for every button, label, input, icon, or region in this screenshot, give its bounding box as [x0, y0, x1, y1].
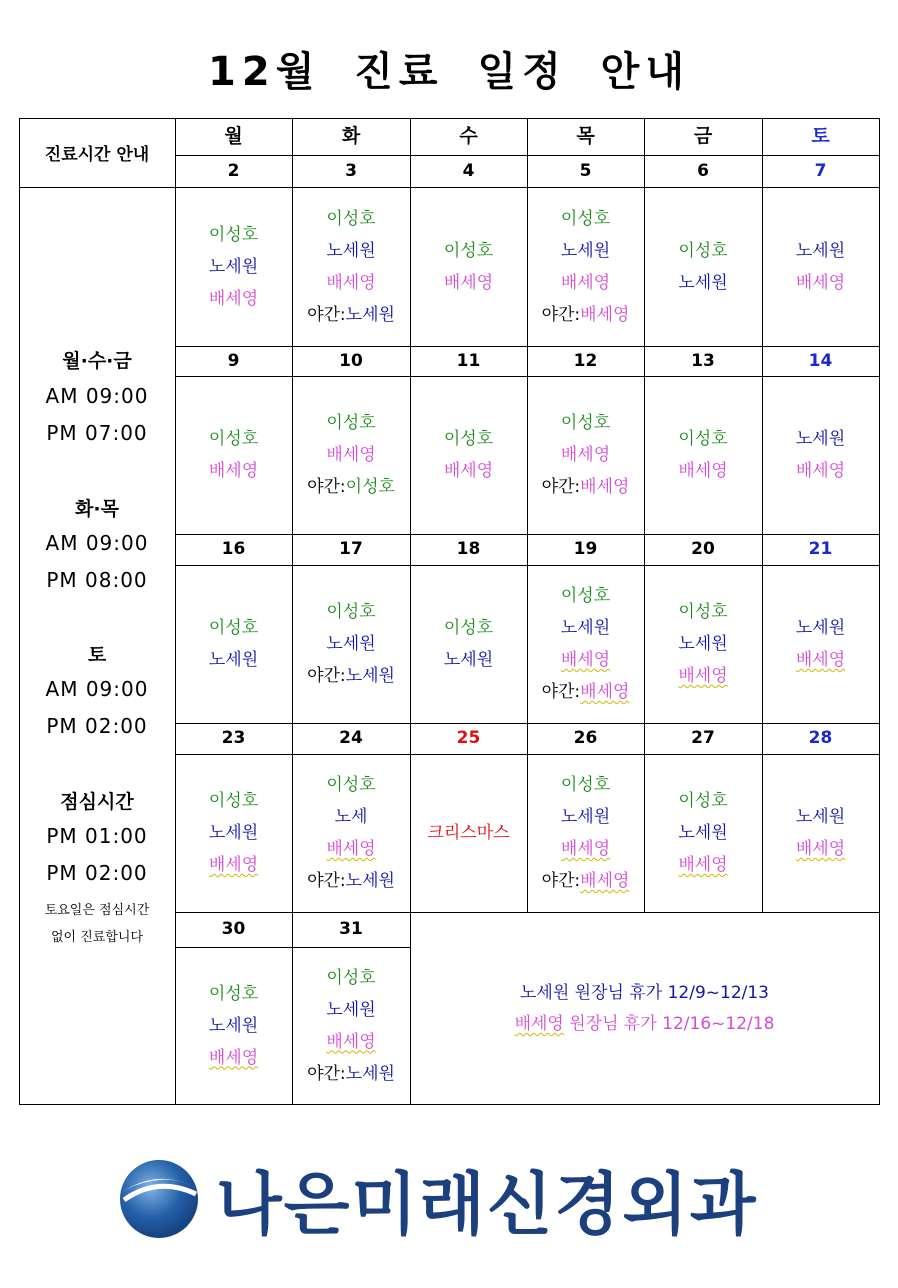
doctor-name: 노세원	[208, 1015, 259, 1036]
doctor-name: 이성호	[560, 208, 611, 229]
doctor-name: 이성호	[678, 602, 728, 622]
doctor-name: 노세원	[345, 1063, 395, 1084]
date-cell: 12	[573, 351, 598, 371]
doctor-entry	[326, 833, 375, 865]
schedule-cell	[292, 754, 410, 912]
tt-am: AM 09:00	[45, 531, 149, 555]
doctor-entry	[209, 219, 258, 251]
date-cell: 5	[579, 161, 592, 181]
night-label: 야간:	[307, 477, 346, 497]
vacation-notice-1: 노세원 원장님 휴가 12/9~12/13	[520, 983, 769, 1003]
doctor-entry	[678, 596, 727, 628]
lunch-start: PM 01:00	[46, 824, 148, 848]
vacation-notice-2	[410, 1009, 879, 1040]
doctor-name: 노세원	[795, 240, 846, 261]
clinic-logo	[118, 1158, 758, 1245]
grid-line	[19, 118, 880, 119]
grid-line	[292, 118, 293, 1105]
doctor-entry	[561, 833, 610, 865]
doctor-entry	[427, 817, 509, 849]
date-cell: 6	[697, 161, 709, 181]
weekday-header: 토	[811, 125, 830, 147]
doctor-name: 이성호	[208, 429, 259, 449]
doctor-name: 이성호	[208, 983, 259, 1004]
date-cell: 19	[573, 539, 598, 559]
doctor-name: 이성호	[678, 240, 728, 261]
grid-line	[410, 118, 411, 1105]
doctor-entry	[326, 628, 375, 660]
doctor-entry	[307, 1058, 395, 1090]
doctor-entry	[796, 644, 845, 676]
doctor-entry	[444, 644, 493, 676]
weekday-header: 수	[459, 125, 478, 147]
doctor-entry	[561, 407, 610, 439]
doctor-name: 이성호	[208, 791, 259, 811]
doctor-name: 노세원	[560, 240, 611, 261]
date-cell: 30	[221, 919, 246, 939]
doctor-entry	[678, 817, 727, 849]
doctor-name: 배세영	[326, 272, 376, 293]
doctor-entry	[561, 612, 610, 644]
vacation-notice-2-rest: 원장님 휴가 12/16~12/18	[563, 1014, 775, 1034]
doctor-entry	[444, 612, 493, 644]
date-cell: 14	[808, 351, 833, 371]
schedule-cell	[292, 565, 410, 723]
doctor-name: 노세	[334, 807, 368, 827]
doctor-name: 배세영	[443, 461, 494, 481]
date-cell: 28	[808, 728, 833, 748]
doctor-name: 이성호	[326, 208, 376, 229]
night-label: 야간:	[541, 477, 581, 497]
doctor-name: 배세영	[795, 461, 846, 481]
mwf-am: AM 09:00	[45, 384, 149, 408]
schedule-cell	[175, 565, 292, 723]
date-cell: 27	[691, 728, 715, 748]
doctor-name: 노세원	[678, 823, 728, 843]
schedule-cell	[175, 376, 292, 534]
doctor-entry	[444, 267, 493, 299]
doctor-name: 배세영	[795, 650, 846, 670]
night-label: 야간:	[307, 666, 346, 686]
date-cell: 4	[462, 161, 475, 181]
doctor-name: 배세영	[580, 304, 630, 325]
doctor-entry	[678, 267, 727, 299]
doctor-name: 크리스마스	[427, 823, 510, 843]
doctor-name: 이성호	[326, 967, 376, 988]
doctor-name: 이성호	[345, 477, 395, 497]
doctor-name: 노세원	[345, 666, 395, 686]
hours-header: 진료시간 안내	[44, 145, 150, 165]
doctor-entry	[542, 471, 630, 503]
doctor-name: 노세원	[678, 272, 728, 293]
doctor-entry	[561, 801, 610, 833]
doctor-name: 배세영	[678, 461, 728, 481]
sat-note-1: 토요일은 점심시간	[44, 903, 150, 918]
schedule-cell	[762, 187, 879, 346]
doctor-entry	[561, 644, 610, 676]
doctor-name: 배세영	[560, 650, 611, 670]
date-cell: 11	[456, 351, 481, 371]
schedule-cell	[527, 187, 644, 346]
doctor-name: 이성호	[678, 429, 728, 449]
night-label: 야간:	[541, 682, 581, 702]
doctor-name: 배세영	[580, 682, 630, 702]
doctor-entry	[444, 423, 493, 455]
doctor-entry	[326, 962, 375, 994]
doctor-entry	[326, 994, 375, 1026]
date-cell: 13	[691, 351, 715, 371]
grid-line	[762, 118, 763, 913]
doctor-entry	[335, 801, 368, 833]
schedule-cell	[410, 754, 527, 912]
night-label: 야간:	[307, 871, 346, 891]
doctor-entry	[326, 596, 375, 628]
doctor-entry	[326, 407, 375, 439]
doctor-entry	[209, 612, 258, 644]
doctor-name: 이성호	[326, 775, 376, 795]
doctor-name: 이성호	[443, 618, 494, 638]
doctor-name: 배세영	[208, 855, 259, 875]
doctor-entry	[209, 785, 258, 817]
doctor-name: 배세영	[443, 272, 494, 293]
doctor-name: 노세원	[326, 240, 376, 261]
doctor-entry	[678, 235, 727, 267]
doctor-entry	[209, 283, 258, 315]
doctor-entry	[209, 978, 258, 1010]
doctor-name: 배세영	[560, 272, 611, 293]
doctor-entry	[796, 833, 845, 865]
date-cell: 24	[339, 728, 363, 748]
doctor-entry	[444, 235, 493, 267]
lunch-title: 점심시간	[60, 791, 134, 813]
date-cell: 7	[814, 161, 827, 181]
doctor-name: 노세원	[208, 256, 259, 277]
schedule-cell	[292, 376, 410, 534]
doctor-name: 이성호	[443, 429, 494, 449]
doctor-entry	[796, 612, 845, 644]
schedule-table	[19, 118, 879, 1104]
doctor-name: 배세영	[326, 1031, 376, 1052]
doctor-name: 노세원	[326, 999, 376, 1020]
doctor-entry	[326, 1026, 375, 1058]
globe-logo-icon	[118, 1158, 200, 1240]
grid-line	[19, 187, 880, 188]
doctor-entry	[209, 1042, 258, 1074]
grid-line	[19, 118, 20, 1105]
doctor-entry	[326, 439, 375, 471]
doctor-name: 노세원	[795, 618, 846, 638]
grid-line	[879, 118, 880, 1105]
schedule-cell	[762, 565, 879, 723]
doctor-name: 이성호	[560, 775, 611, 795]
doctor-name: 배세영	[678, 855, 728, 875]
doctor-name: 배세영	[560, 839, 611, 859]
date-cell: 25	[456, 728, 481, 748]
mwf-pm: PM 07:00	[46, 421, 148, 445]
doctor-entry	[307, 660, 395, 692]
grid-line	[644, 118, 645, 913]
mwf-title: 월·수·금	[62, 350, 132, 372]
doctor-entry	[209, 251, 258, 283]
grid-line	[19, 1104, 880, 1105]
doctor-entry	[307, 865, 395, 897]
night-label: 야간:	[307, 304, 346, 325]
doctor-name: 노세원	[208, 650, 259, 670]
doctor-entry	[796, 267, 845, 299]
doctor-entry	[796, 801, 845, 833]
doctor-entry	[444, 455, 493, 487]
schedule-cell	[644, 565, 762, 723]
vacation-notice-2-name: 배세영	[514, 1014, 564, 1034]
night-label: 야간:	[541, 871, 581, 891]
doctor-name: 배세영	[795, 839, 846, 859]
doctor-name: 배세영	[208, 1047, 259, 1068]
weekday-header: 목	[576, 125, 595, 147]
doctor-name: 배세영	[208, 461, 259, 481]
doctor-name: 노세원	[443, 650, 494, 670]
doctor-entry	[561, 769, 610, 801]
doctor-entry	[561, 267, 610, 299]
night-label: 야간:	[541, 304, 581, 325]
doctor-name: 노세원	[678, 634, 728, 654]
doctor-entry	[678, 849, 727, 881]
doctor-name: 노세원	[345, 304, 395, 325]
doctor-name: 이성호	[560, 586, 611, 606]
doctor-entry	[796, 455, 845, 487]
doctor-entry	[542, 299, 630, 331]
sat-title: 토	[87, 644, 107, 666]
doctor-entry	[209, 423, 258, 455]
doctor-name: 노세원	[560, 807, 611, 827]
doctor-entry	[678, 628, 727, 660]
date-cell: 10	[339, 351, 363, 371]
doctor-entry	[678, 785, 727, 817]
schedule-cell	[762, 376, 879, 534]
date-cell: 17	[339, 539, 363, 559]
grid-line	[175, 118, 176, 1105]
schedule-cell	[410, 565, 527, 723]
schedule-cell	[644, 187, 762, 346]
schedule-cell	[410, 187, 527, 346]
tt-pm: PM 08:00	[46, 568, 148, 592]
grid-line	[175, 947, 411, 948]
weekday-header: 금	[693, 125, 713, 147]
doctor-entry	[307, 471, 395, 503]
doctor-entry	[209, 817, 258, 849]
doctor-entry	[542, 676, 630, 708]
schedule-cell	[410, 376, 527, 534]
date-cell: 2	[227, 161, 240, 181]
doctor-name: 이성호	[326, 413, 376, 433]
schedule-cell	[527, 754, 644, 912]
date-cell: 21	[808, 539, 833, 559]
weekday-header: 월	[224, 125, 243, 147]
doctor-name: 노세원	[208, 823, 259, 843]
weekday-header: 화	[341, 125, 361, 147]
doctor-entry	[796, 423, 845, 455]
doctor-entry	[542, 865, 630, 897]
date-cell: 23	[221, 728, 246, 748]
schedule-cell	[175, 187, 292, 346]
doctor-entry	[796, 235, 845, 267]
doctor-name: 배세영	[580, 477, 630, 497]
schedule-cell	[644, 376, 762, 534]
date-cell: 3	[345, 161, 357, 181]
doctor-name: 배세영	[678, 666, 728, 686]
clinic-name: 나은미래신경외과	[216, 1165, 758, 1245]
doctor-entry	[561, 580, 610, 612]
schedule-cell	[175, 754, 292, 912]
tt-title: 화·목	[75, 498, 119, 520]
date-cell: 20	[691, 539, 715, 559]
doctor-name: 배세영	[326, 839, 376, 859]
date-cell: 31	[339, 919, 363, 939]
doctor-name: 노세원	[326, 634, 376, 654]
doctor-name: 배세영	[795, 272, 846, 293]
doctor-name: 이성호	[560, 413, 611, 433]
schedule-cell	[175, 947, 292, 1104]
date-cell: 26	[573, 728, 598, 748]
schedule-cell	[644, 754, 762, 912]
doctor-name: 이성호	[326, 602, 376, 622]
date-cell: 9	[227, 351, 240, 371]
doctor-entry	[209, 849, 258, 881]
doctor-name: 노세원	[795, 807, 846, 827]
doctor-entry	[307, 299, 395, 331]
night-label: 야간:	[307, 1063, 346, 1084]
doctor-name: 이성호	[208, 618, 259, 638]
page-title: 12월 진료 일정 안내	[208, 49, 690, 95]
date-cell: 16	[221, 539, 246, 559]
doctor-entry	[561, 235, 610, 267]
lunch-end: PM 02:00	[46, 861, 148, 885]
doctor-name: 이성호	[443, 240, 494, 261]
doctor-entry	[326, 769, 375, 801]
doctor-entry	[209, 455, 258, 487]
vacation-notice	[410, 978, 879, 1040]
schedule-cell	[527, 565, 644, 723]
sat-pm: PM 02:00	[46, 714, 148, 738]
sat-am: AM 09:00	[45, 677, 149, 701]
doctor-name: 노세원	[795, 429, 846, 449]
schedule-cell	[527, 376, 644, 534]
schedule-cell	[762, 754, 879, 912]
doctor-entry	[561, 439, 610, 471]
doctor-entry	[326, 203, 375, 235]
doctor-entry	[209, 1010, 258, 1042]
doctor-entry	[678, 660, 727, 692]
doctor-name: 노세원	[345, 871, 395, 891]
doctor-name: 이성호	[208, 224, 259, 245]
doctor-entry	[561, 203, 610, 235]
schedule-cell	[292, 947, 410, 1104]
doctor-entry	[209, 644, 258, 676]
doctor-entry	[678, 455, 727, 487]
doctor-name: 배세영	[580, 871, 630, 891]
doctor-entry	[326, 235, 375, 267]
grid-line	[527, 118, 528, 913]
doctor-entry	[678, 423, 727, 455]
doctor-entry	[326, 267, 375, 299]
doctor-name: 배세영	[560, 445, 611, 465]
doctor-name: 배세영	[208, 288, 259, 309]
schedule-cell	[292, 187, 410, 346]
doctor-name: 이성호	[678, 791, 728, 811]
doctor-name: 배세영	[326, 445, 376, 465]
sat-note-2: 없이 진료합니다	[50, 930, 144, 945]
date-cell: 18	[456, 539, 481, 559]
doctor-name: 노세원	[560, 618, 611, 638]
